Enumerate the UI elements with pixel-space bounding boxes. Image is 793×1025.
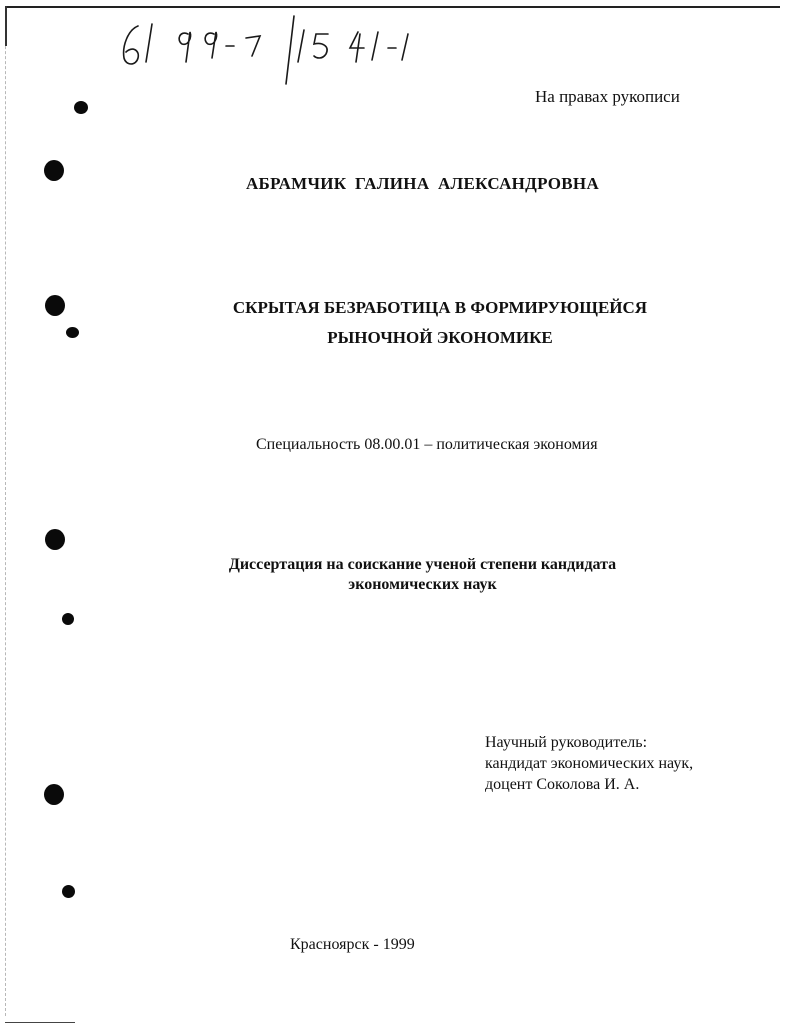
advisor-line: доцент Соколова И. А. (485, 776, 640, 793)
thesis-title (0, 293, 793, 353)
dissertation-line: Диссертация на соискание ученой степени кандидата (228, 556, 617, 573)
dissertation-line: экономических наук (348, 576, 497, 593)
advisor-line: Научный руководитель: (485, 734, 648, 751)
thesis-title-line: РЫНОЧНОЙ ЭКОНОМИКЕ (327, 328, 553, 347)
dissertation-degree (0, 555, 793, 595)
city-year: Красноярск - 1999 (290, 936, 415, 953)
author-name: АБРАМЧИК ГАЛИНА АЛЕКСАНДРОВНА (245, 174, 600, 193)
handwritten-archive-mark (110, 4, 490, 92)
punch-hole (62, 613, 74, 625)
advisor-line: кандидат экономических наук, (485, 755, 694, 772)
specialty: Специальность 08.00.01 – политическая экономия (256, 436, 598, 453)
scan-border-left (5, 6, 6, 1016)
scan-border-bottom (5, 1022, 75, 1023)
rights-note: На правах рукописи (535, 87, 680, 106)
scientific-advisor (485, 732, 693, 795)
scan-border-left-mark (5, 6, 7, 46)
punch-hole (44, 784, 64, 805)
punch-hole (62, 885, 75, 898)
thesis-title-line: СКРЫТАЯ БЕЗРАБОТИЦА В ФОРМИРУЮЩЕЙСЯ (232, 298, 648, 317)
punch-hole (74, 101, 88, 114)
punch-hole (45, 529, 65, 550)
